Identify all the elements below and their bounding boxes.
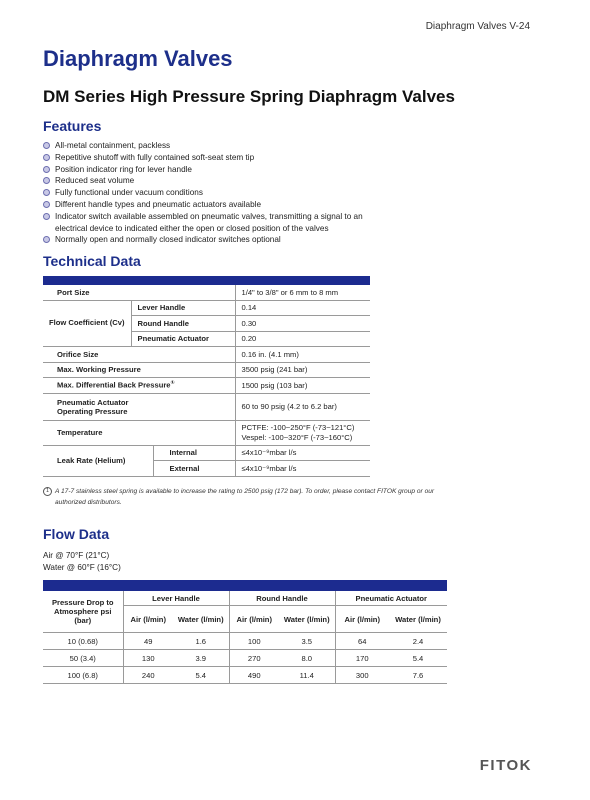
row-value: 0.16 in. (4.1 mm) — [235, 347, 370, 363]
row-value: 0.30 — [235, 316, 370, 332]
row-value: 1/4" to 3/8" or 6 mm to 8 mm — [235, 285, 370, 300]
bullet-icon — [43, 142, 50, 149]
table-row — [43, 667, 447, 684]
features-heading: Features — [43, 118, 102, 134]
column-header: Pressure Drop to Atmosphere psi (bar) — [43, 591, 123, 633]
row-value: 0.20 — [235, 331, 370, 347]
table-header-bar — [43, 580, 447, 591]
flow-condition-air: Air @ 70°F (21°C) — [43, 551, 110, 560]
row-value: ≤4x10⁻⁹mbar l/s — [235, 461, 370, 477]
row-value: ≤4x10⁻⁹mbar l/s — [235, 445, 370, 461]
bullet-icon — [43, 236, 50, 243]
table-header-bar — [43, 276, 370, 285]
table-row — [43, 420, 370, 445]
table-cell: 130 — [123, 650, 173, 667]
feature-item: All-metal containment, packless — [43, 140, 393, 152]
table-row — [43, 650, 447, 667]
technical-data-heading: Technical Data — [43, 253, 141, 269]
row-label: Orifice Size — [43, 347, 235, 363]
column-group-header: Round Handle — [229, 591, 335, 606]
table-cell: 5.4 — [173, 667, 229, 684]
table-cell: 300 — [335, 667, 389, 684]
column-group-header: Pneumatic Actuator — [335, 591, 447, 606]
column-header: Water (l/min) — [173, 606, 229, 633]
feature-item: Normally open and normally closed indicator switches optional — [43, 234, 393, 246]
row-value: 1500 psig (103 bar) — [235, 378, 370, 394]
footnote-number-icon: 1 — [43, 487, 52, 496]
row-label: Leak Rate (Helium) — [43, 445, 153, 476]
row-value: 0.14 — [235, 300, 370, 316]
page-subtitle: DM Series High Pressure Spring Diaphragm Valves — [43, 87, 455, 106]
bullet-icon — [43, 201, 50, 208]
column-header: Water (l/min) — [279, 606, 335, 633]
row-label: Pneumatic Actuator Operating Pressure — [43, 393, 235, 420]
table-cell: 11.4 — [279, 667, 335, 684]
feature-item: Reduced seat volume — [43, 175, 393, 187]
column-group-header: Lever Handle — [123, 591, 229, 606]
table-row — [43, 378, 370, 394]
sub-label: External — [153, 461, 235, 477]
row-value: 3500 psig (241 bar) — [235, 362, 370, 378]
table-row — [43, 393, 370, 420]
table-cell: 7.6 — [389, 667, 447, 684]
table-cell: 240 — [123, 667, 173, 684]
row-value: PCTFE: -100~250°F (-73~121°C) Vespel: -100~320°F (-73~160°C) — [235, 420, 370, 445]
flow-data-table — [43, 580, 447, 684]
sub-label: Pneumatic Actuator — [131, 331, 235, 347]
table-row — [43, 633, 447, 650]
column-header: Air (l/min) — [123, 606, 173, 633]
sub-label: Round Handle — [131, 316, 235, 332]
row-label: Temperature — [43, 420, 235, 445]
column-header: Water (l/min) — [389, 606, 447, 633]
table-row — [43, 347, 370, 363]
table-cell: 100 (6.8) — [43, 667, 123, 684]
table-row — [43, 445, 370, 461]
technical-data-table — [43, 276, 370, 477]
column-header: Air (l/min) — [335, 606, 389, 633]
table-cell: 490 — [229, 667, 279, 684]
table-cell: 64 — [335, 633, 389, 650]
table-cell: 1.6 — [173, 633, 229, 650]
features-list — [43, 140, 393, 246]
table-cell: 50 (3.4) — [43, 650, 123, 667]
feature-item: Fully functional under vacuum conditions — [43, 187, 393, 199]
bullet-icon — [43, 177, 50, 184]
table-cell: 170 — [335, 650, 389, 667]
row-value: 60 to 90 psig (4.2 to 6.2 bar) — [235, 393, 370, 420]
flow-condition-water: Water @ 60°F (16°C) — [43, 563, 121, 572]
footnote — [43, 486, 463, 508]
table-cell: 3.9 — [173, 650, 229, 667]
table-header-row — [43, 591, 447, 606]
table-cell: 2.4 — [389, 633, 447, 650]
footnote-marker: ① — [170, 380, 175, 387]
brand-logo: FITOK — [479, 757, 532, 774]
table-row — [43, 362, 370, 378]
feature-item: Position indicator ring for lever handle — [43, 164, 393, 176]
row-label: Port Size — [43, 285, 235, 300]
table-cell: 49 — [123, 633, 173, 650]
feature-item: Repetitive shutoff with fully contained soft-seat stem tip — [43, 152, 393, 164]
bullet-icon — [43, 213, 50, 220]
row-label: Max. Working Pressure — [43, 362, 235, 378]
table-cell: 10 (0.68) — [43, 633, 123, 650]
bullet-icon — [43, 154, 50, 161]
row-label: Max. Differential Back Pressure① — [43, 378, 235, 394]
bullet-icon — [43, 189, 50, 196]
feature-item: Different handle types and pneumatic actuators available — [43, 199, 393, 211]
table-row — [43, 285, 370, 300]
table-row — [43, 300, 370, 316]
sub-label: Lever Handle — [131, 300, 235, 316]
flow-data-heading: Flow Data — [43, 526, 110, 542]
table-cell: 8.0 — [279, 650, 335, 667]
sub-label: Internal — [153, 445, 235, 461]
footnote-text: A 17-7 stainless steel spring is available to increase the rating to 2500 psig (172 bar). To order, please contact FITOK group or our authorized distributors. — [55, 488, 435, 506]
page-header-section: Diaphragm Valves V-24 — [425, 21, 530, 32]
table-cell: 3.5 — [279, 633, 335, 650]
feature-item: Indicator switch available assembled on pneumatic valves, transmitting a signal to an electrical device to indicated either the open or closed position of the valves — [43, 211, 393, 235]
row-label: Flow Coefficient (Cv) — [43, 300, 131, 347]
bullet-icon — [43, 166, 50, 173]
table-cell: 5.4 — [389, 650, 447, 667]
page-title: Diaphragm Valves — [43, 46, 233, 71]
table-cell: 270 — [229, 650, 279, 667]
table-cell: 100 — [229, 633, 279, 650]
column-header: Air (l/min) — [229, 606, 279, 633]
